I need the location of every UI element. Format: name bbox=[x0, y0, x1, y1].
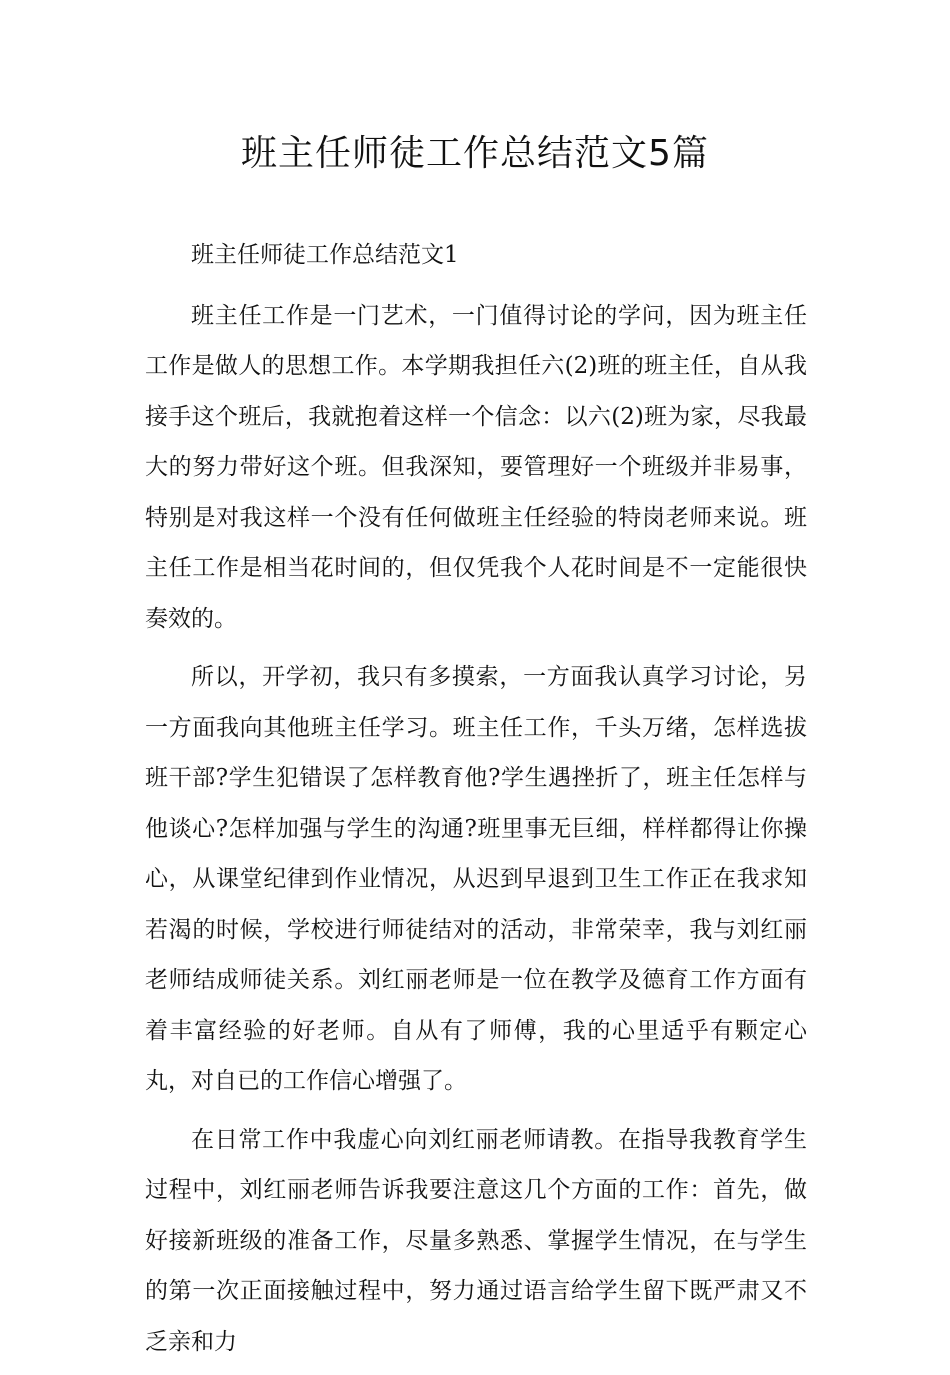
section-heading: 班主任师徒工作总结范文1 bbox=[191, 242, 459, 268]
paragraph-1: 班主任工作是一门艺术，一门值得讨论的学问，因为班主任工作是做人的思想工作。本学期我担任六(2)班的班主任，自从我接手这个班后，我就抱着这样一个信念：以六(2)班为家，尽我最大的努力带好这个班。但我深知，要管理好一个班级并非易事，特别是对我这样一个没有任何做班主任经验的特岗老师来说。班主任工作是相当花时间的，但仅凭我个人花时间是不一定能很快奏效的。 bbox=[145, 302, 807, 632]
paragraph-3: 在日常工作中我虚心向刘红丽老师请教。在指导我教育学生过程中，刘红丽老师告诉我要注意这几个方面的工作：首先，做好接新班级的准备工作，尽量多熟悉、掌握学生情况，在与学生的第一次正面接触过程中，努力通过语言给学生留下既严肃又不乏亲和力 bbox=[145, 1126, 807, 1355]
paragraph-2: 所以，开学初，我只有多摸索，一方面我认真学习讨论，另一方面我向其他班主任学习。班主任工作，千头万绪，怎样选拔班干部?学生犯错误了怎样教育他?学生遇挫折了，班主任怎样与他谈心?怎样加强与学生的沟通?班里事无巨细，样样都得让你操心，从课堂纪律到作业情况，从迟到早退到卫生工作正在我求知若渴的时候，学校进行师徒结对的活动，非常荣幸，我与刘红丽老师结成师徒关系。刘红丽老师是一位在教学及德育工作方面有着丰富经验的好老师。自从有了师傅，我的心里适乎有颗定心丸，对自已的工作信心增强了。 bbox=[145, 664, 807, 1094]
document-title: 班主任师徒工作总结范文5篇 bbox=[241, 133, 709, 174]
document-body bbox=[145, 230, 807, 1375]
